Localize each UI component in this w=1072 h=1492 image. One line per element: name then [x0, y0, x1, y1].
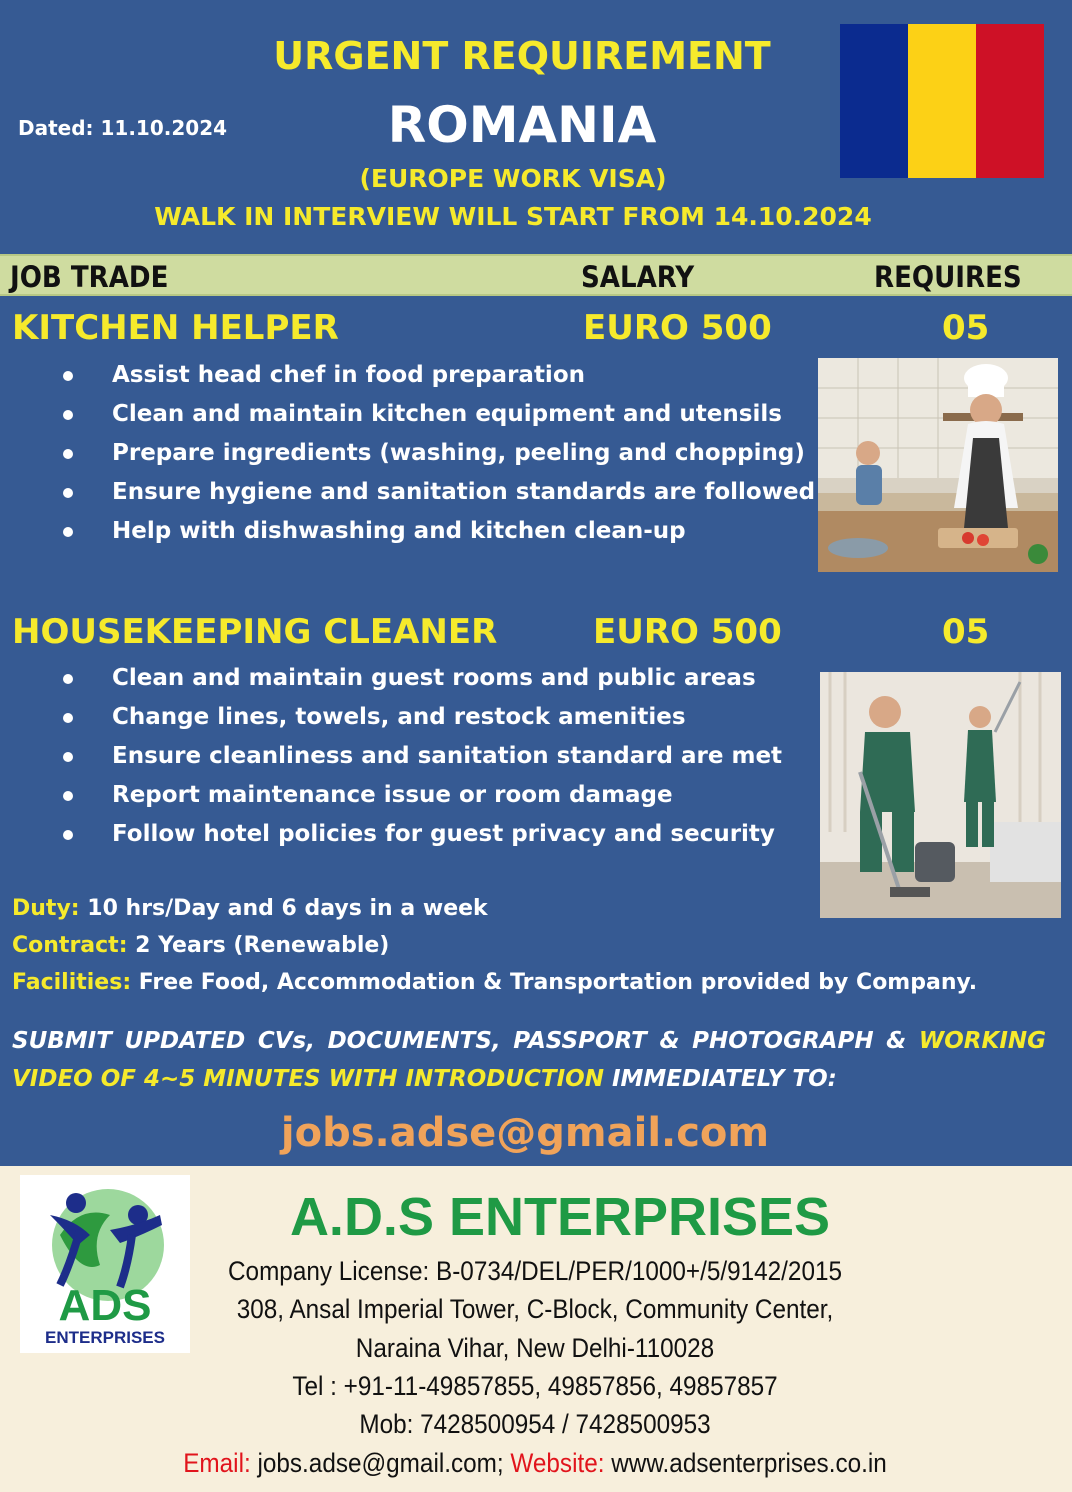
company-name: A.D.S ENTERPRISES [289, 1187, 831, 1247]
facilities-line [12, 968, 977, 1005]
job-salary: EURO 500 [593, 612, 782, 652]
list-item: Clean and maintain kitchen equipment and utensils [60, 399, 815, 438]
logo-wordmark: ADS [58, 1281, 152, 1330]
list-item: Help with dishwashing and kitchen clean-up [60, 516, 815, 555]
list-item: Prepare ingredients (washing, peeling and chopping) [60, 438, 815, 477]
submit-text-end: IMMEDIATELY TO: [603, 1066, 837, 1092]
list-item: Assist head chef in food preparation [60, 360, 815, 399]
housekeeping-cleaner-duties [60, 663, 782, 858]
company-license: Company License: B-0734/DEL/PER/1000+/5/9142/2015 [228, 1256, 842, 1286]
dated-text: Dated: 11.10.2024 [18, 116, 228, 140]
job-title-housekeeping-cleaner: HOUSEKEEPING CLEANER [12, 612, 498, 652]
company-address-line-1: 308, Ansal Imperial Tower, C-Block, Community Center, [236, 1294, 834, 1324]
column-header-bar [0, 254, 1072, 296]
romania-flag [840, 24, 1044, 178]
list-item: Follow hotel policies for guest privacy and security [60, 819, 782, 858]
website-link[interactable]: www.adsenterprises.co.in [604, 1448, 887, 1478]
column-salary: SALARY [581, 260, 695, 294]
job-requires: 05 [942, 612, 990, 652]
company-address-line-2: Naraina Vihar, New Delhi-110028 [355, 1333, 715, 1363]
contract-label: Contract: [12, 933, 128, 958]
column-job-trade: JOB TRADE [10, 260, 169, 294]
list-item: Report maintenance issue or room damage [60, 780, 782, 819]
submit-instructions [12, 1022, 1046, 1098]
employment-terms [12, 894, 977, 1005]
facilities-label: Facilities: [12, 970, 132, 995]
contact-email-big[interactable]: jobs.adse@gmail.com [280, 1110, 770, 1156]
walkin-interview-text: WALK IN INTERVIEW WILL START FROM 14.10.2024 [154, 202, 872, 231]
list-item: Ensure hygiene and sanitation standards are followed [60, 477, 815, 516]
flag-stripe-yellow [908, 24, 976, 178]
job-requires: 05 [942, 308, 990, 348]
company-telephone: Tel : +91-11-49857855, 49857856, 49857857 [292, 1371, 778, 1401]
visa-subheading: (EUROPE WORK VISA) [359, 164, 667, 193]
job-title-kitchen-helper: KITCHEN HELPER [12, 308, 339, 348]
company-mobile: Mob: 7428500954 / 7428500953 [359, 1409, 711, 1439]
duty-value: 10 hrs/Day and 6 days in a week [87, 896, 488, 921]
flag-stripe-red [976, 24, 1044, 178]
contract-line [12, 931, 977, 968]
urgent-heading: URGENT REQUIREMENT [273, 34, 771, 78]
job-salary: EURO 500 [583, 308, 772, 348]
flag-stripe-blue [840, 24, 908, 178]
contract-value: 2 Years (Renewable) [135, 933, 390, 958]
facilities-value: Free Food, Accommodation & Transportation provided by Company. [138, 970, 978, 995]
company-email-website [153, 1448, 918, 1479]
logo-subtext: ENTERPRISES [45, 1328, 165, 1347]
submit-text: SUBMIT UPDATED CVs, DOCUMENTS, PASSPORT & PHOTOGRAPH & [12, 1028, 919, 1054]
duty-label: Duty: [12, 896, 80, 921]
column-requires: REQUIRES [874, 260, 1022, 294]
submit-highlight: WORKING VIDEO OF 4~5 MINUTES WITH INTRODUCTION [12, 1028, 1046, 1092]
email-link[interactable]: jobs.adse@gmail.com; [250, 1448, 511, 1478]
list-item: Clean and maintain guest rooms and public areas [60, 663, 782, 702]
housekeeping-photo [820, 672, 1061, 918]
duty-line [12, 894, 977, 931]
country-heading: ROMANIA [387, 96, 657, 154]
list-item: Change lines, towels, and restock amenities [60, 702, 782, 741]
website-label: Website: [510, 1448, 605, 1478]
kitchen-helper-duties [60, 360, 815, 555]
list-item: Ensure cleanliness and sanitation standard are met [60, 741, 782, 780]
email-label: Email: [183, 1448, 251, 1478]
kitchen-photo [818, 358, 1058, 572]
